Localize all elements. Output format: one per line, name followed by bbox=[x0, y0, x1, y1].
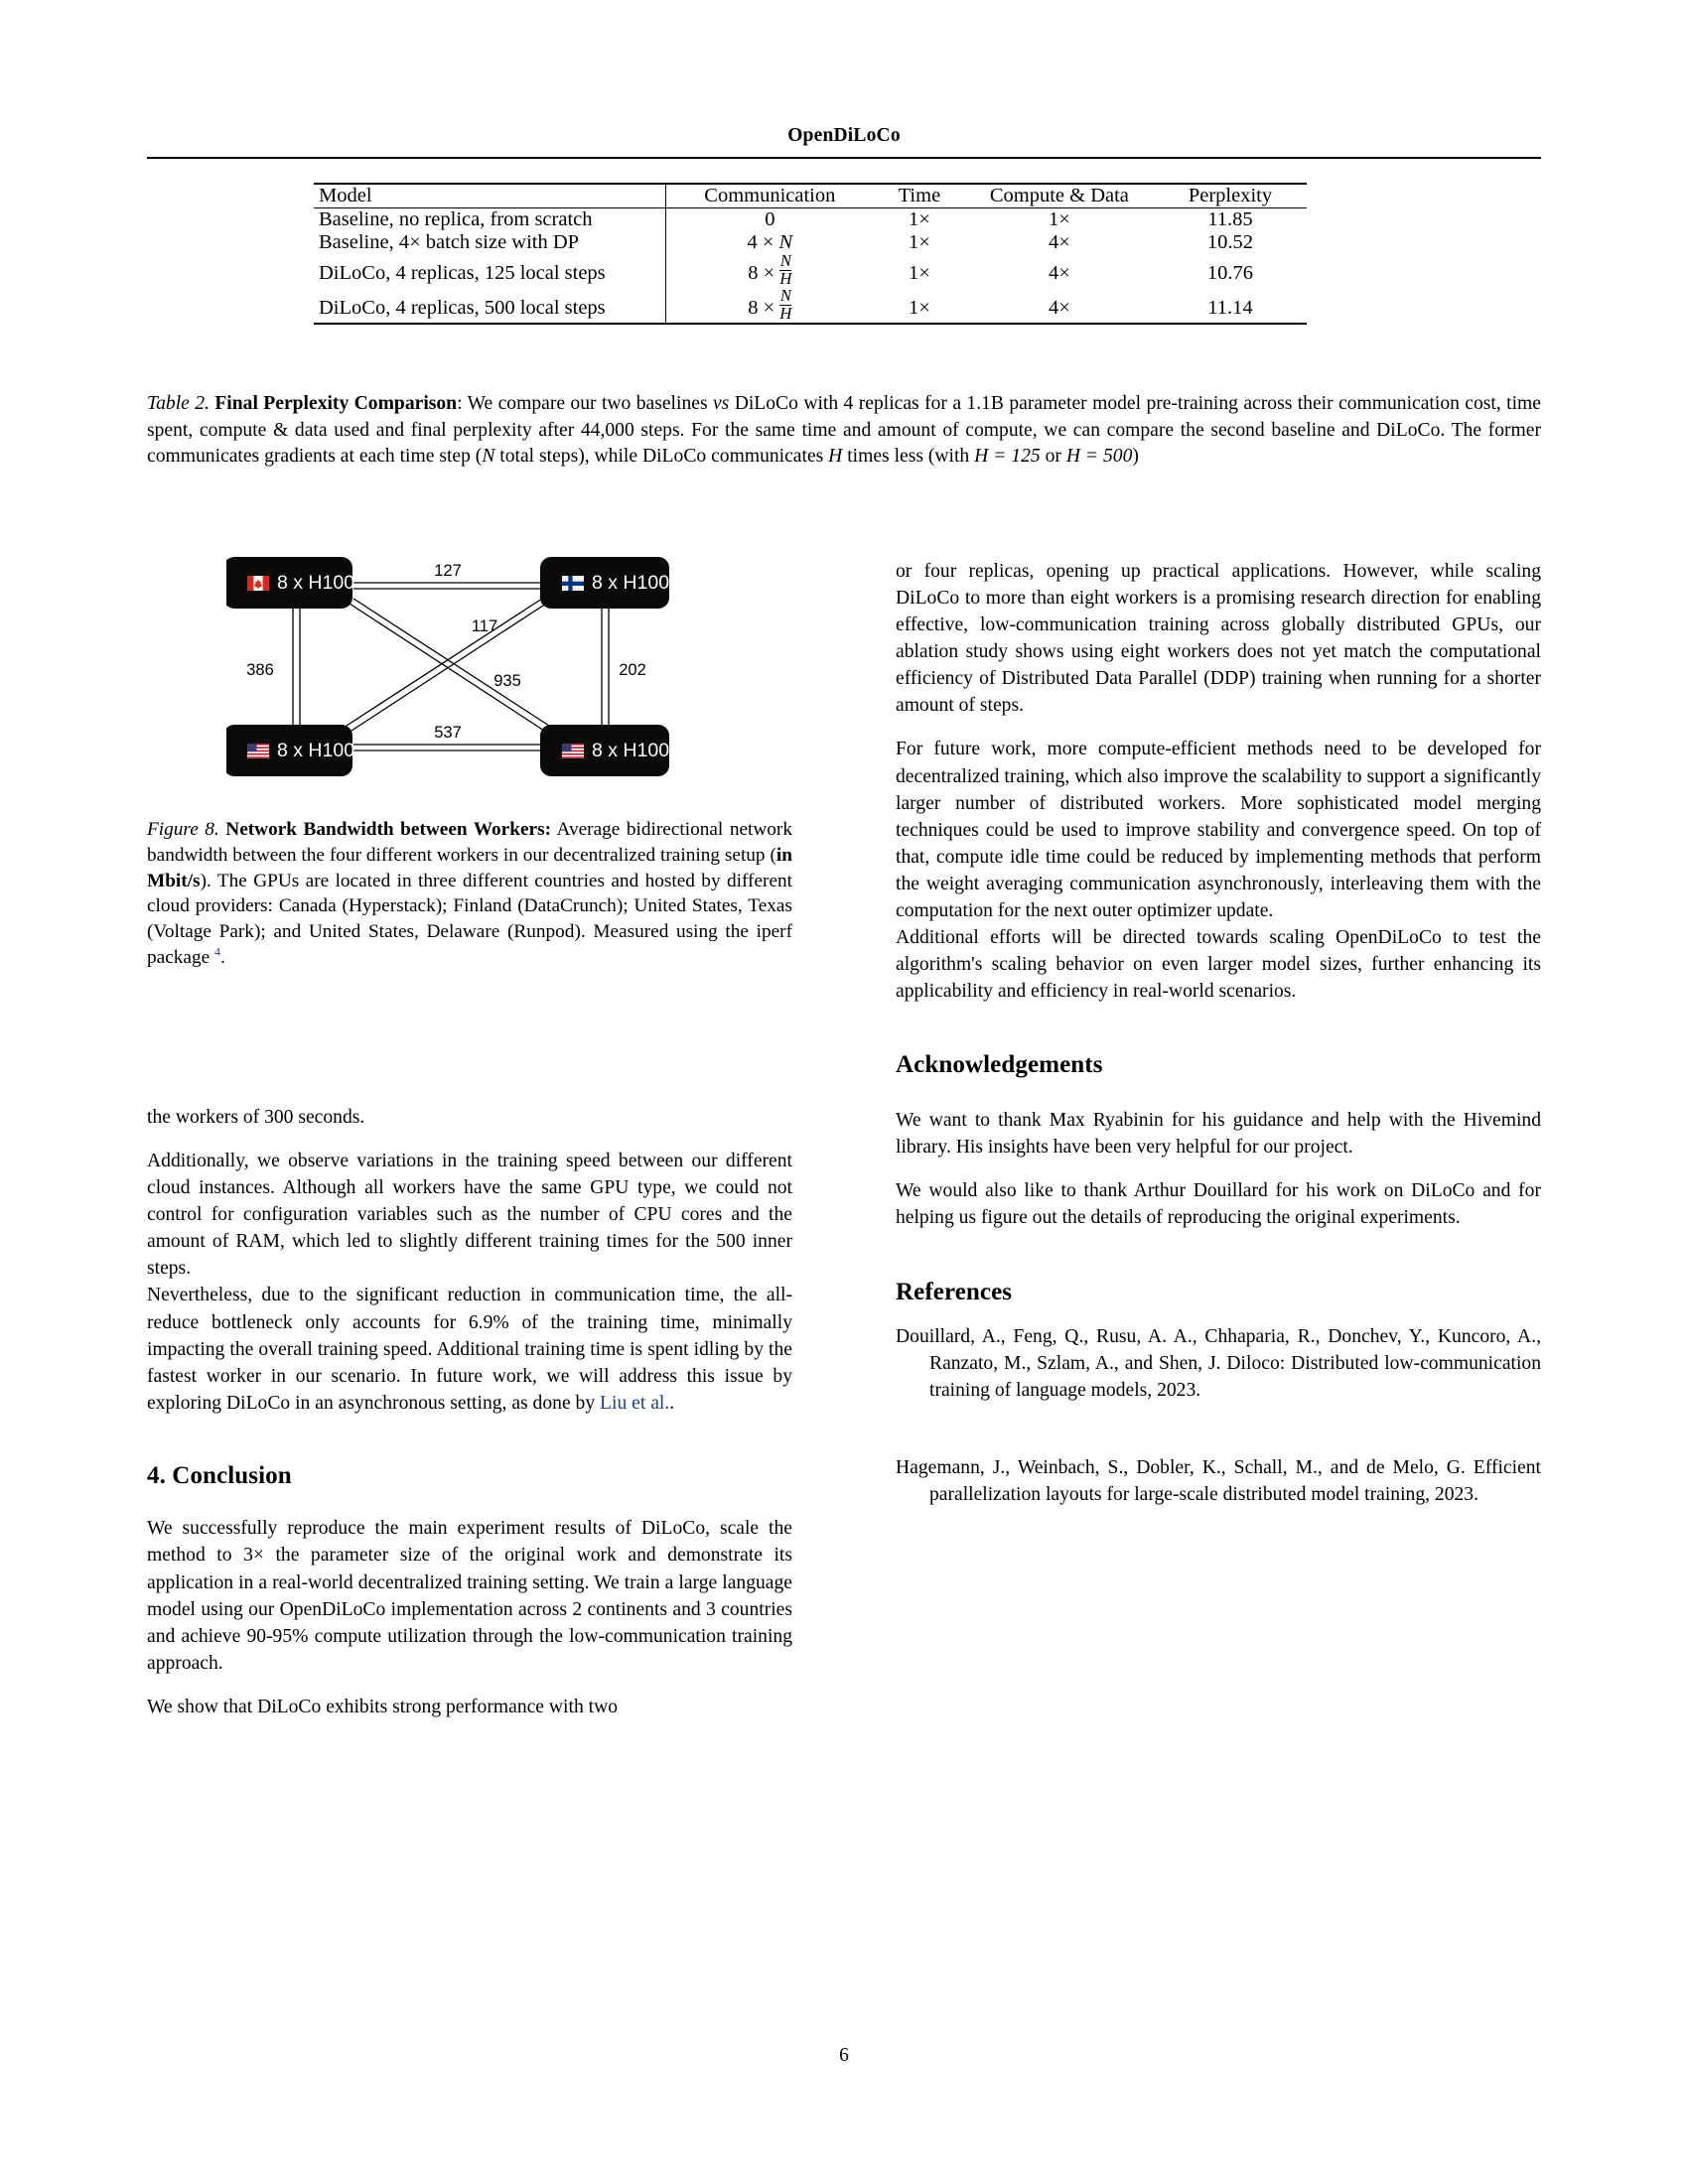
finland-flag-icon bbox=[562, 576, 584, 591]
caption-h-eq-2: H = 500 bbox=[1065, 446, 1133, 468]
caption-text-5: or bbox=[1040, 446, 1066, 468]
cell-communication: 0 bbox=[665, 208, 874, 231]
edge-label-ca-usde: 935 bbox=[493, 672, 521, 690]
caption-text-6: ) bbox=[1132, 446, 1139, 468]
edge-fi-ustx bbox=[347, 599, 546, 731]
paragraph-future-work: For future work, more compute-efficient methods need to be developed for decentralized training, which also improve the scalability to support a significantly larger number of distributed workers. More sophisticated model merging techniques could be used to improve stability and convergence speed. On top of that, compute idle time could be reduced by implementing methods that perform the weight averaging communication asynchronously, interleaving them with the computation for the next outer optimizer update. bbox=[896, 739, 1541, 921]
edge-ustx-usde bbox=[353, 745, 542, 751]
cell-perplexity: 10.52 bbox=[1206, 231, 1254, 253]
col-header-time: Time bbox=[898, 185, 941, 206]
paragraph-ack-1: We want to thank Max Ryabinin for his guidance and help with the Hivemind library. His insights have been very helpful for our project. bbox=[896, 1109, 1541, 1158]
node-label: 8 x H100 bbox=[592, 740, 670, 761]
section-heading-acknowledgements: Acknowledgements bbox=[896, 1051, 1103, 1079]
cell-compute-data: 1× bbox=[1048, 208, 1070, 230]
left-column-body bbox=[147, 1104, 792, 1720]
cell-model: DiLoCo, 4 replicas, 500 local steps bbox=[319, 297, 606, 320]
figure-8-network-diagram bbox=[226, 556, 693, 784]
caption-text-2: DiLoCo with 4 replicas for a 1.1B parameter model pre-training across their communication cost, time spent, compute & data used and final perplexity after 44,000 steps. For the same time and amount of compute, we can compare the second baseline and DiLoCo. The former communicates gradients at each time step ( bbox=[147, 393, 1541, 468]
caption-n-symbol: N bbox=[482, 446, 495, 468]
edge-fi-usde bbox=[602, 609, 609, 727]
caption-text-3: total steps), while DiLoCo communicates bbox=[494, 446, 829, 468]
reference-list bbox=[896, 1324, 1541, 1510]
paragraph-nevertheless bbox=[147, 1282, 792, 1416]
caption-title: Final Perplexity Comparison bbox=[214, 393, 458, 414]
caption-h-symbol: H bbox=[828, 446, 843, 468]
edge-label-ca-fi: 127 bbox=[434, 562, 462, 580]
figure-8-caption bbox=[147, 817, 792, 971]
table-2 bbox=[314, 183, 1307, 325]
edge-label-fi-usde: 202 bbox=[619, 661, 646, 679]
edge-ca-ustx bbox=[293, 609, 300, 727]
cell-communication: 8 × $\frac{N}{H}$ bbox=[665, 289, 874, 325]
figure-caption-text-2: ). The GPUs are located in three different countries and hosted by different cloud providers: Canada (Hyperstack); Finland (DataCrunch); United States, Texas (Voltage Park); and United States, Delaware (Runpod). Measured using the iperf package bbox=[147, 870, 792, 968]
table-row bbox=[314, 231, 1307, 254]
cell-time: 1× bbox=[909, 231, 930, 253]
figure-caption-text-1: Average bidirectional network bandwidth between the four different workers in our decentralized training setup ( bbox=[147, 819, 792, 866]
node-canada bbox=[226, 557, 354, 609]
table-row bbox=[314, 289, 1307, 325]
usa-flag-icon bbox=[247, 744, 269, 758]
running-header: OpenDiLoCo bbox=[787, 125, 901, 146]
col-header-compute-data: Compute & Data bbox=[989, 185, 1129, 206]
cell-compute-data: 4× bbox=[1048, 231, 1070, 253]
right-column-body bbox=[896, 558, 1541, 1509]
caption-h-eq-1: H = 125 bbox=[974, 446, 1041, 468]
edge-label-ustx-usde: 537 bbox=[434, 724, 462, 742]
figure-caption-text-3: . bbox=[219, 946, 225, 968]
paragraph-conclusion-2: We show that DiLoCo exhibits strong performance with two bbox=[147, 1696, 619, 1717]
reference-item: Hagemann, J., Weinbach, S., Dobler, K., Schall, M., and de Melo, G. Efficient parallelization layouts for large-scale distributed model training, 2023. bbox=[896, 1457, 1541, 1506]
node-usa-texas bbox=[226, 725, 354, 776]
figure-caption-title: Network Bandwidth between Workers: bbox=[225, 819, 551, 840]
caption-label: Table 2. bbox=[147, 393, 210, 414]
edge-ca-fi bbox=[353, 583, 542, 589]
section-heading-references: References bbox=[896, 1279, 1013, 1306]
cell-time: 1× bbox=[909, 297, 930, 320]
cell-model: DiLoCo, 4 replicas, 125 local steps bbox=[319, 262, 606, 285]
paragraph-conclusion-1: We successfully reproduce the main experiment results of DiLoCo, scale the method to 3× the parameter size of the original work and demonstrate its application in a real-world decentralized training setting. We train a large language model using our OpenDiLoCo implementation across 2 continents and 3 countries and achieve 90-95% compute utilization through the low-communication training approach. bbox=[147, 1518, 792, 1674]
table-row bbox=[314, 208, 1307, 231]
cell-perplexity: 11.14 bbox=[1207, 297, 1253, 320]
col-header-model: Model bbox=[319, 185, 372, 206]
caption-text-1: : We compare our two baselines bbox=[457, 393, 713, 414]
caption-vs: vs bbox=[712, 393, 730, 414]
paragraph-nevertheless-text: Nevertheless, due to the significant reduction in communication time, the all-reduce bottleneck only accounts for 6.9% of the training time, minimally impacting the overall training speed. Additional training time is spent idling by the fastest worker in our scenario. In future work, we will address this issue by exploring DiLoCo in an asynchronous setting, as done by bbox=[147, 1285, 792, 1414]
edge-label-ca-ustx: 386 bbox=[246, 661, 274, 679]
cell-compute-data: 4× bbox=[1048, 297, 1070, 320]
cell-communication: 8 × $\frac{N}{H}$ bbox=[665, 254, 874, 289]
node-finland bbox=[540, 557, 669, 609]
edge-label-fi-ustx: 117 bbox=[471, 617, 498, 635]
figure-caption-unit: in Mbit/s bbox=[147, 844, 792, 891]
col-header-communication: Communication bbox=[665, 185, 874, 208]
cell-communication: 4 × N bbox=[665, 231, 874, 254]
node-label: 8 x H100 bbox=[592, 572, 670, 594]
cell-perplexity: 10.76 bbox=[1206, 262, 1254, 285]
edge-ca-usde bbox=[350, 599, 549, 731]
usa-flag-icon bbox=[562, 744, 584, 758]
reference-item: Douillard, A., Feng, Q., Rusu, A. A., Chhaparia, R., Donchev, Y., Kuncoro, A., Ranzato, M., Szlam, A., and Shen, J. Diloco: Distributed low-communication training of language models, 2023. bbox=[896, 1325, 1541, 1401]
node-label: 8 x H100 bbox=[277, 572, 355, 594]
cell-model: Baseline, 4× batch size with DP bbox=[319, 231, 580, 253]
paragraph-additionally: Additionally, we observe variations in the training speed between our different cloud instances. Although all workers have the same GPU type, we could not control for configuration variables such as the number of CPU cores and the amount of RAM, which led to slightly different training times for the 500 inner steps. bbox=[147, 1151, 792, 1280]
table-row bbox=[314, 254, 1307, 289]
canada-flag-icon bbox=[247, 576, 269, 591]
footnote-marker[interactable]: 4 bbox=[213, 944, 220, 959]
paragraph-additional-efforts: Additional efforts will be directed towards scaling OpenDiLoCo to test the algorithm's scaling behavior on even larger model sizes, further enhancing its applicability and efficiency in real-world scenarios. bbox=[896, 927, 1541, 1003]
caption-text-4: times less (with bbox=[842, 446, 975, 468]
header-rule bbox=[147, 157, 1541, 159]
paragraph-or-four-replicas: or four replicas, opening up practical applications. However, while scaling DiLoCo to more than eight workers is a promising research direction for enabling effective, low-communication training across globally distributed GPUs, our ablation study shows using eight workers does not yet match the computational efficiency of Distributed Data Parallel (DDP) training when running for a shorter amount of steps. bbox=[896, 561, 1541, 717]
cell-perplexity: 11.85 bbox=[1207, 208, 1253, 230]
node-usa-delaware bbox=[540, 725, 669, 776]
cell-model: Baseline, no replica, from scratch bbox=[319, 208, 593, 230]
table-2-caption bbox=[147, 391, 1541, 471]
paragraph-workers-300s: the workers of 300 seconds. bbox=[147, 1107, 365, 1128]
cell-time: 1× bbox=[909, 262, 930, 285]
col-header-perplexity: Perplexity bbox=[1188, 185, 1273, 206]
cell-time: 1× bbox=[909, 208, 930, 230]
paragraph-ack-2: We would also like to thank Arthur Douillard for his work on DiLoCo and for helping us figure out the details of reproducing the original experiments. bbox=[896, 1179, 1541, 1229]
section-heading-conclusion: 4. Conclusion bbox=[147, 1461, 292, 1489]
page-number: 6 bbox=[839, 2045, 849, 2066]
cell-compute-data: 4× bbox=[1048, 262, 1070, 285]
node-label: 8 x H100 bbox=[277, 740, 355, 761]
figure-caption-label: Figure 8. bbox=[147, 819, 219, 840]
citation-liu-et-al[interactable]: Liu et al. bbox=[600, 1392, 670, 1414]
paragraph-nevertheless-end: . bbox=[669, 1392, 675, 1414]
table-header-row bbox=[314, 185, 1307, 208]
